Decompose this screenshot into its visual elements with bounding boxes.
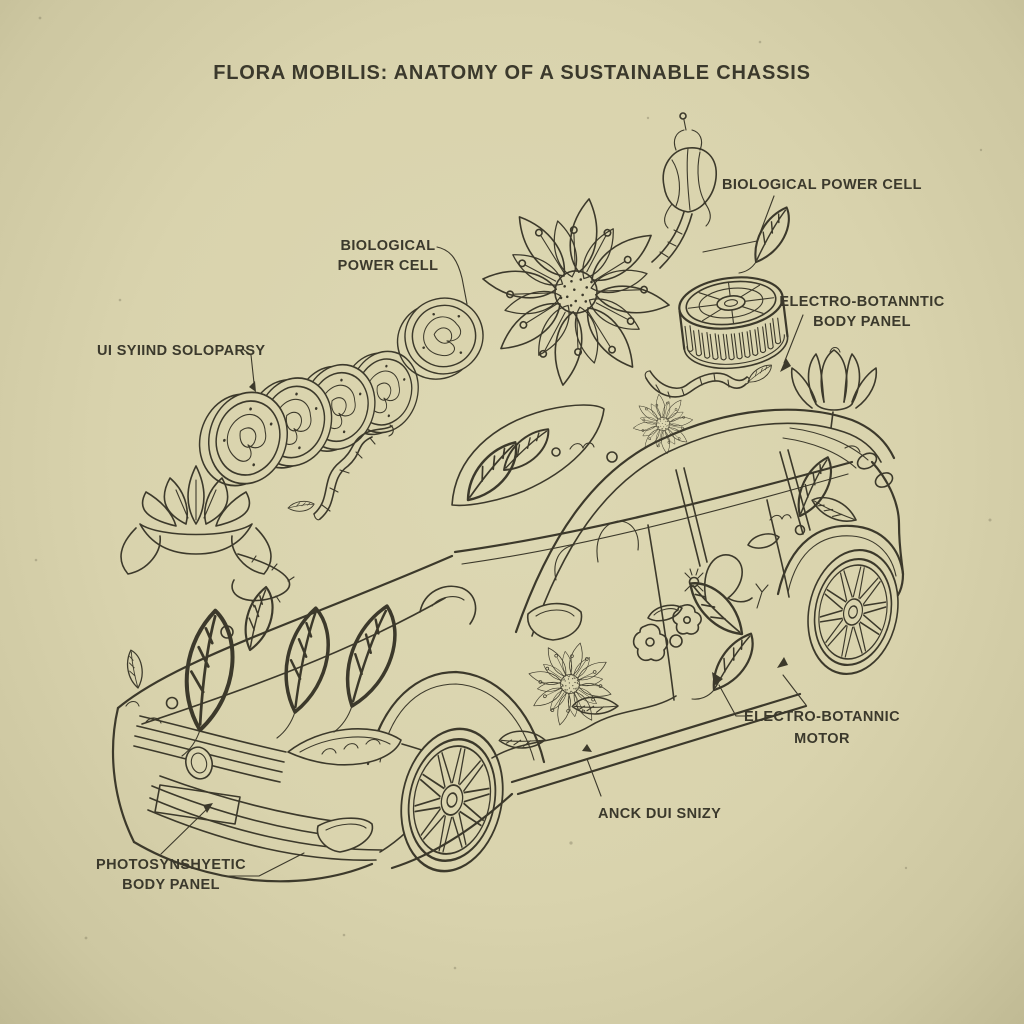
label-text: BODY PANEL xyxy=(122,877,220,893)
leader-line xyxy=(783,675,806,705)
label-text: MOTOR xyxy=(794,731,850,747)
label-text: POWER CELL xyxy=(337,258,439,274)
label-text: BIOLOGICAL POWER CELL xyxy=(722,177,922,193)
label-biological-power-cell-right xyxy=(703,177,922,252)
leader-line xyxy=(437,247,467,304)
label-biological-power-cell-left xyxy=(338,238,467,304)
lotus-drawing xyxy=(121,466,294,607)
arrowhead-icon xyxy=(249,381,256,392)
arrowhead-icon xyxy=(780,358,791,372)
label-text: UI SYIIND SOLOPARSY xyxy=(97,343,266,359)
label-text: ELECTRO-BOTANNTIC xyxy=(779,294,945,310)
cell-disc-stack-drawing xyxy=(189,341,428,497)
label-electro-botanic-motor xyxy=(712,657,900,747)
side-mirror xyxy=(528,604,582,640)
arrowhead-icon xyxy=(582,744,592,752)
grille xyxy=(134,716,286,782)
label-solar-array xyxy=(97,343,265,392)
arrowhead-icon xyxy=(777,657,788,668)
power-cell-drum-drawing xyxy=(676,272,790,374)
label-photosynthetic-body-panel xyxy=(96,803,304,893)
paper-speckles xyxy=(35,17,992,970)
flower-drawing xyxy=(470,186,682,398)
headlight xyxy=(288,729,401,765)
leaf-drawing xyxy=(739,206,803,273)
badge xyxy=(183,744,216,781)
label-text: ELECTRO-BOTANNIC xyxy=(744,709,900,725)
label-text: BIOLOGICAL xyxy=(340,238,436,254)
page-title: FLORA MOBILIS: ANATOMY OF A SUSTAINABLE CHASSIS xyxy=(213,62,811,84)
flower-bud-drawing xyxy=(652,113,716,268)
leader-line xyxy=(703,196,774,252)
label-underbody xyxy=(582,744,721,822)
front-wheel xyxy=(389,719,516,880)
label-text: BODY PANEL xyxy=(813,314,911,330)
label-electro-botanic-body-panel xyxy=(779,294,944,372)
root-vine-right-drawing xyxy=(645,364,774,398)
label-text: ANCK DUI SNIZY xyxy=(598,806,722,822)
leader-line xyxy=(587,759,601,796)
label-text: PHOTOSYNSHYETIC xyxy=(96,857,246,873)
